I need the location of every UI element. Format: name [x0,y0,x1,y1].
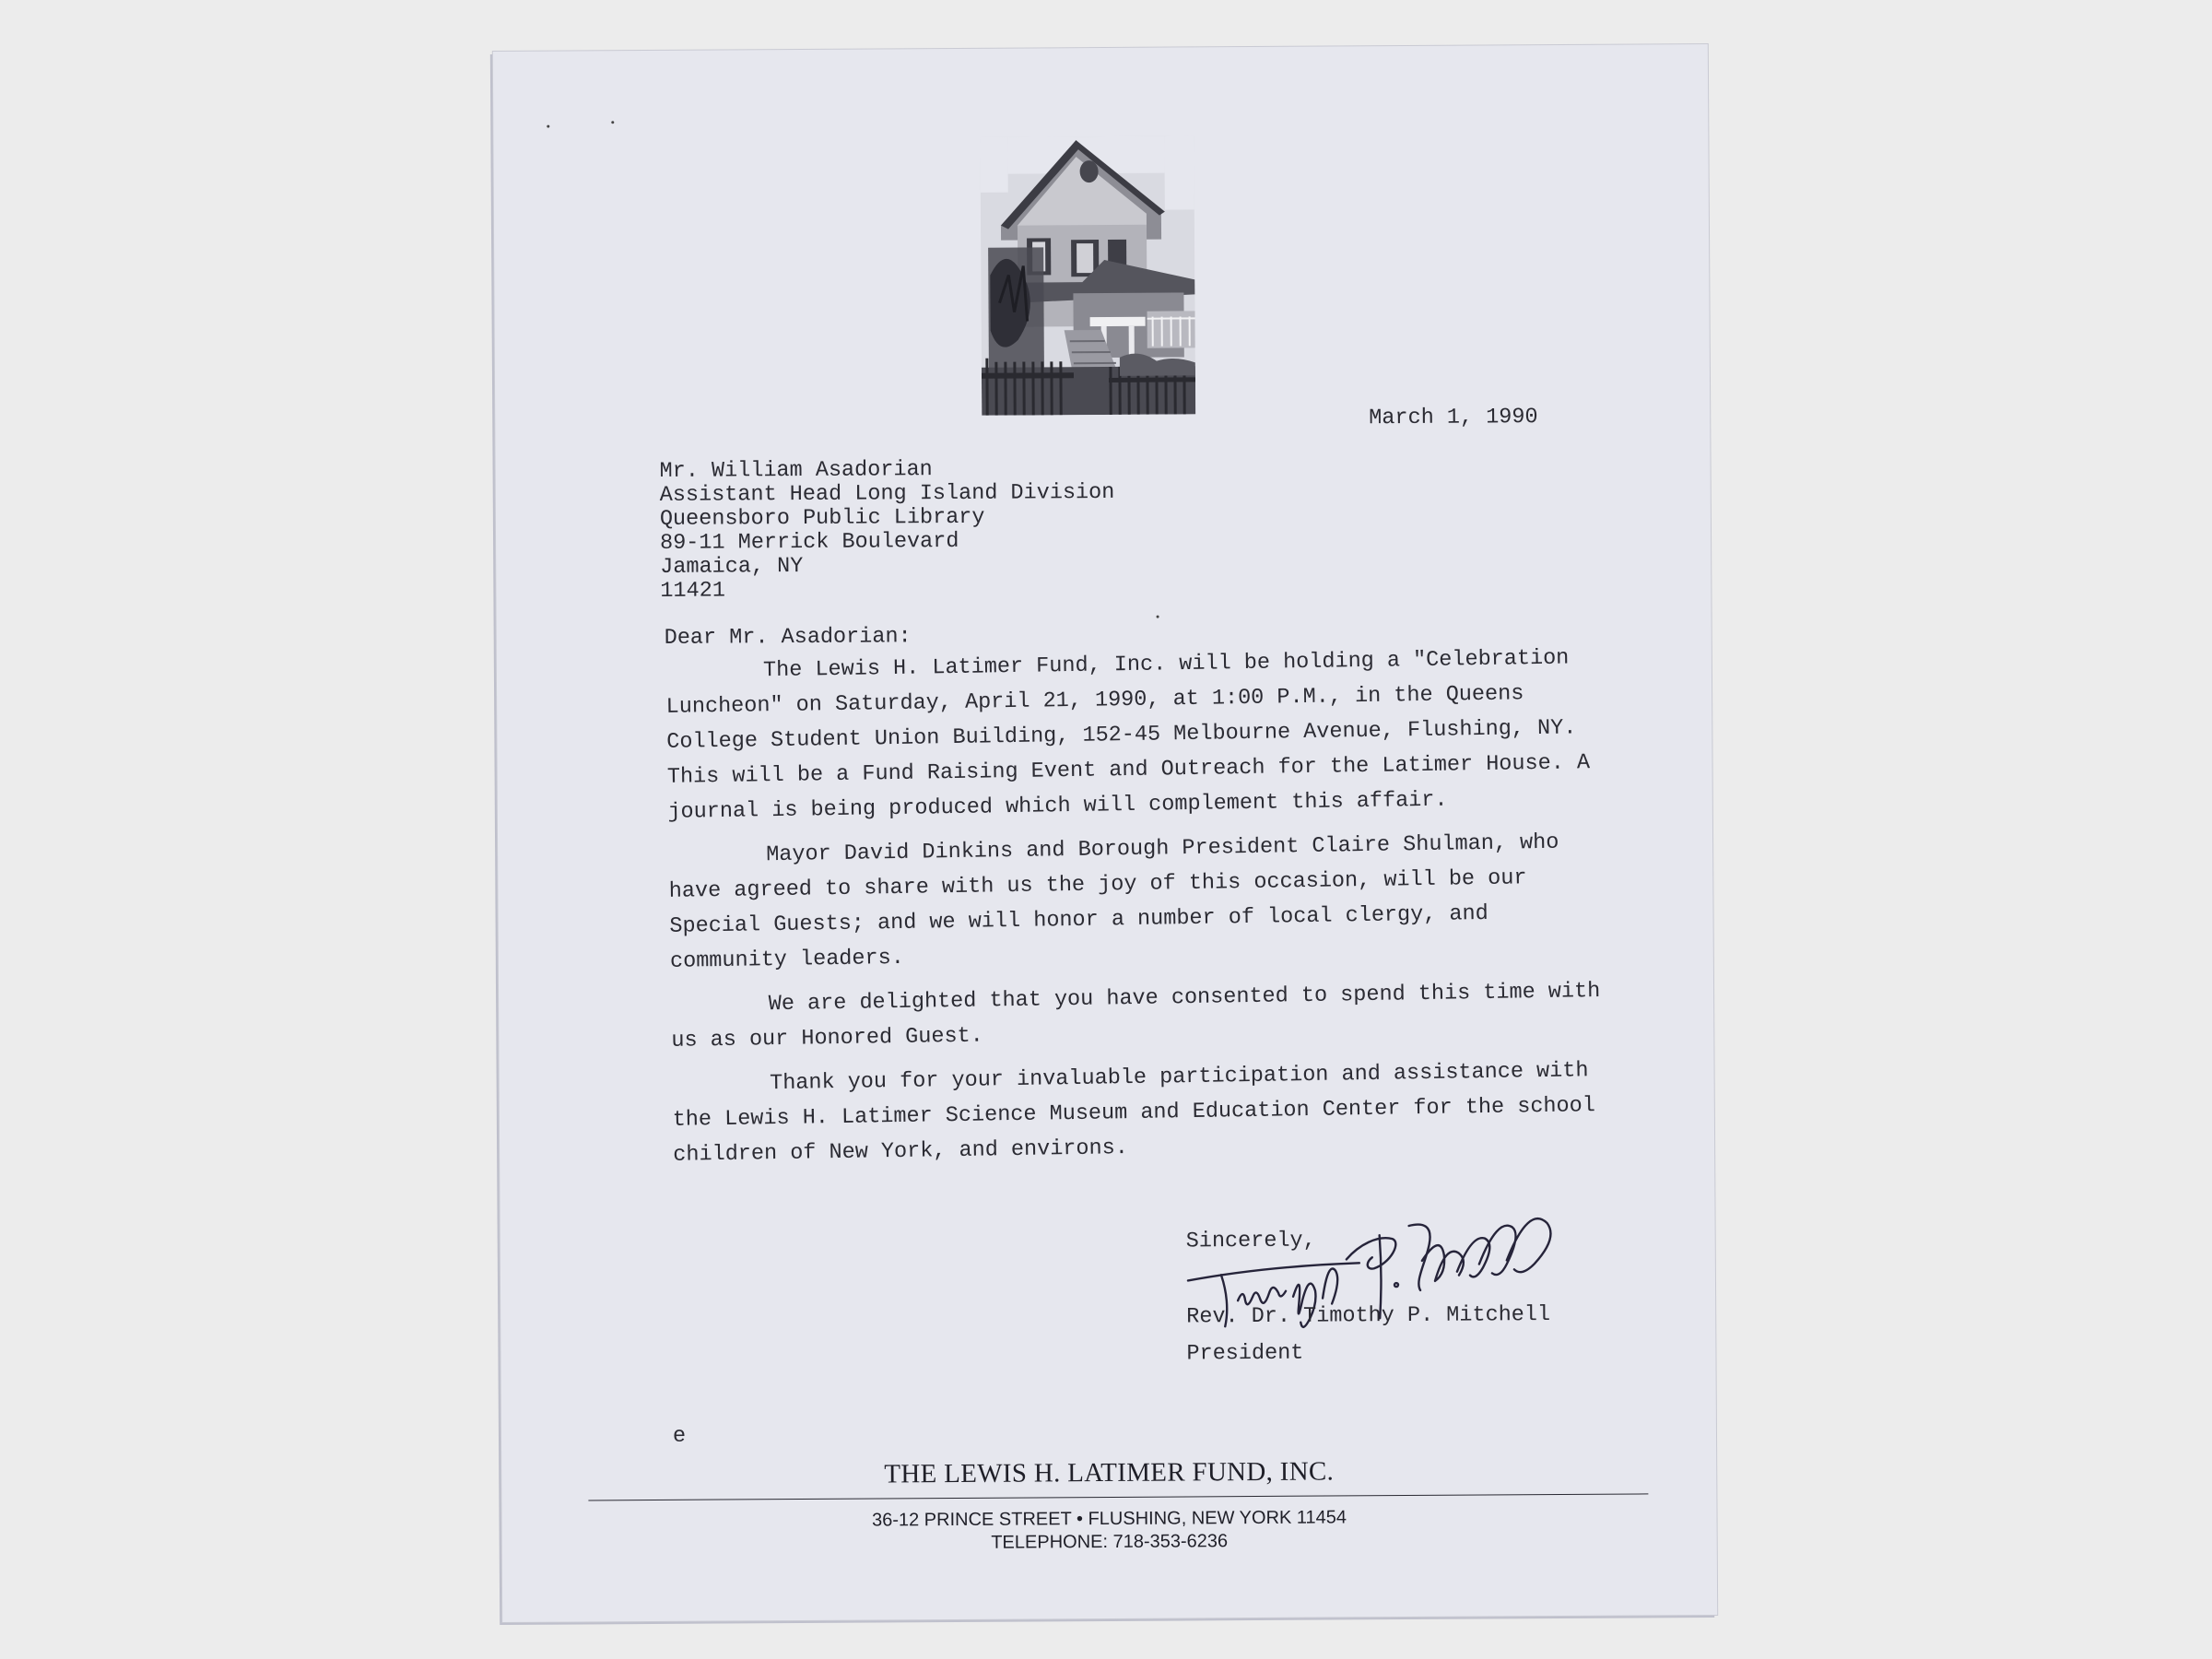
recipient-address [660,457,1116,604]
letterhead-telephone: TELEPHONE: 718-353-6236 [991,1531,1229,1553]
speck [1157,616,1159,618]
paragraph: Mayor David Dinkins and Borough President Claire Shulman, who have agreed to share with us the joy of this occasion, will be our Special Guests; and we will honor a number of local clergy, and community leaders. [668,830,1559,974]
paragraph: We are delighted that you have consented to spend this time with us as our Honored Guest. [671,979,1601,1053]
letterhead-address: 36-12 PRINCE STREET • FLUSHING, NEW YORK 11454 [871,1507,1347,1531]
letter-page [493,44,1717,1622]
recipient-title: Assistant Head Long Island Division [659,479,1115,508]
typist-initial: e [672,1423,687,1449]
letter-date: March 1, 1990 [1369,405,1538,431]
salutation: Dear Mr. Asadorian: [664,624,912,651]
speck [611,121,614,124]
signer-name: Rev. Dr. Timothy P. Mitchell [1186,1302,1551,1330]
paragraph: The Lewis H. Latimer Fund, Inc. will be holding a "Celebration Luncheon" on Saturday, April 21, 1990, at 1:00 P.M., in the Queens College Student Union Building, 152-45 Melbourne Avenue, Flushing, NY. This will be a Fund Raising Event and Outreach for the Latimer House. A journal is being produced which will complement this affair. [665,645,1591,825]
house-photo [980,135,1195,415]
letterhead-contact [501,1504,1716,1558]
recipient-name: Mr. William Asadorian [659,457,933,484]
letterhead-org-name: THE LEWIS H. LATIMER FUND, INC. [884,1456,1335,1489]
closing: Sincerely, [1185,1228,1316,1254]
letterhead-rule [588,1493,1648,1500]
recipient-organization: Queensboro Public Library [659,504,985,532]
paragraph: Thank you for your invaluable participation and assistance with the Lewis H. Latimer Science Museum and Education Center for the school children of New York, and environs. [672,1058,1596,1168]
signer-block [1186,1297,1550,1372]
recipient-city: Jamaica, NY [660,553,804,580]
letter-body [665,641,1605,1182]
recipient-street: 89-11 Merrick Boulevard [659,528,959,556]
speck [547,125,549,128]
recipient-zip: 11421 [660,578,725,604]
signer-title: President [1186,1340,1304,1367]
paper-specks [493,44,1708,52]
